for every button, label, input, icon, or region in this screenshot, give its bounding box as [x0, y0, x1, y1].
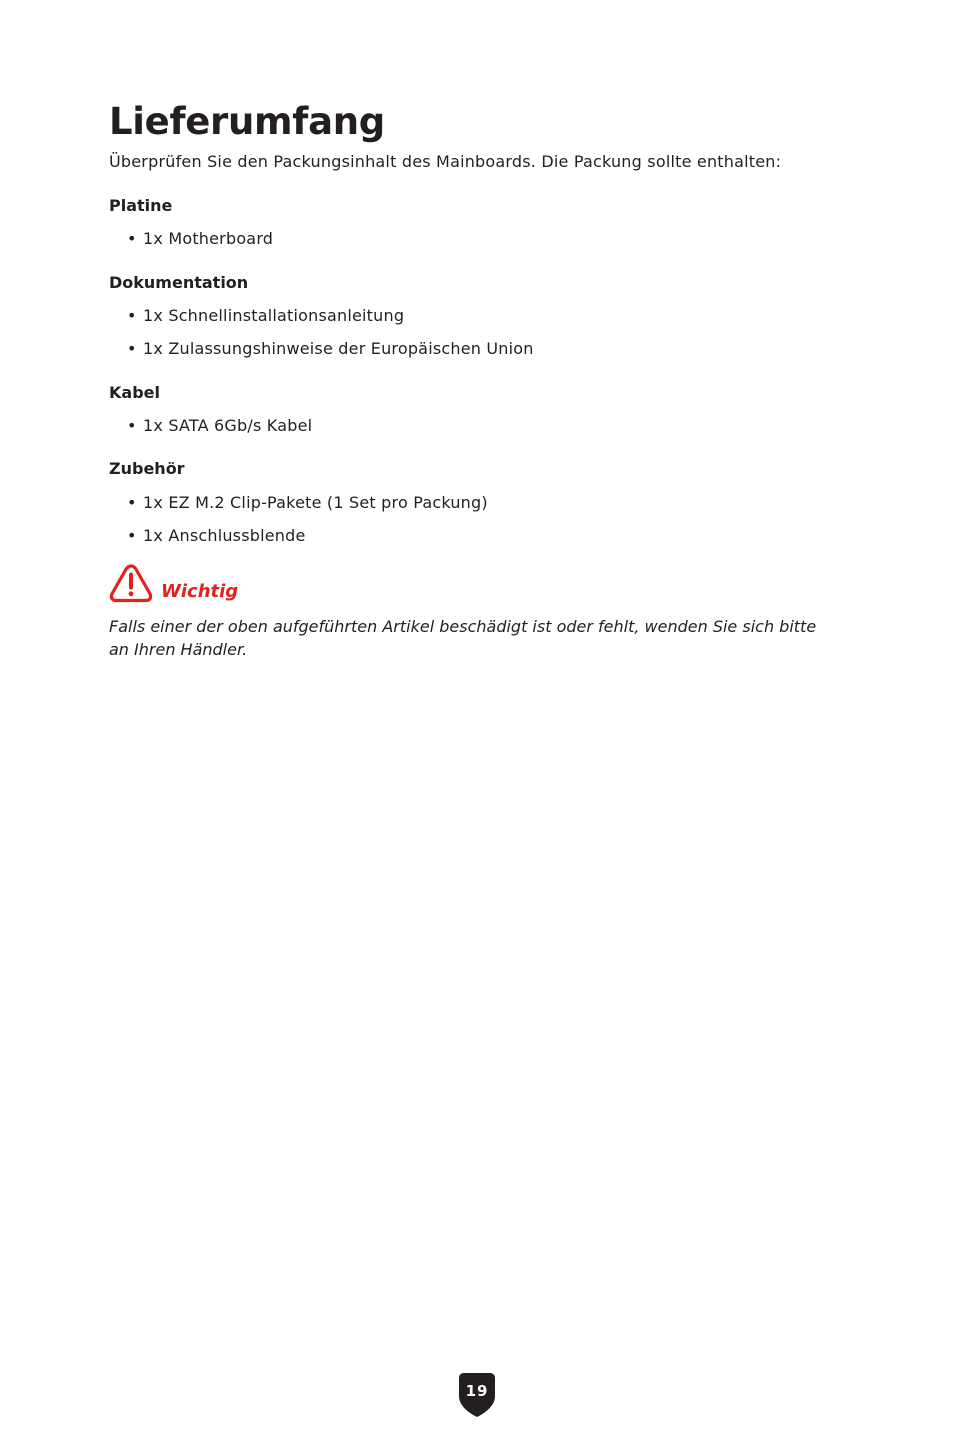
bullet-icon: • — [127, 526, 137, 545]
note-text: Falls einer der oben aufgeführten Artikel beschädigt ist oder fehlt, wenden Sie sich bitte an Ihren Händler. — [109, 617, 817, 659]
list-item — [127, 338, 534, 360]
page-title: Lieferumfang — [109, 100, 385, 143]
list-item — [127, 525, 306, 547]
list-item — [127, 415, 312, 437]
bullet-icon: • — [127, 229, 137, 248]
section-heading-zubehoer: Zubehör — [109, 459, 185, 478]
list-item — [127, 228, 273, 250]
bullet-icon: • — [127, 416, 137, 435]
section-heading-platine: Platine — [109, 196, 173, 215]
list-item-text: 1x Anschlussblende — [143, 526, 306, 545]
section-heading-dokumentation: Dokumentation — [109, 273, 249, 292]
intro-text: Überprüfen Sie den Packungsinhalt des Mainboards. Die Packung sollte enthalten: — [109, 152, 782, 171]
bullet-icon: • — [127, 339, 137, 358]
list-item — [127, 305, 404, 327]
list-item-text: 1x Schnellinstallationsanleitung — [143, 306, 405, 325]
bullet-icon: • — [127, 306, 137, 325]
bullet-icon: • — [127, 493, 137, 512]
list-item-text: 1x Motherboard — [143, 229, 274, 248]
section-heading-kabel: Kabel — [109, 383, 160, 402]
note-title: Wichtig — [161, 581, 239, 602]
list-item-text: 1x SATA 6Gb/s Kabel — [143, 416, 313, 435]
list-item — [127, 492, 488, 514]
page-number: 19 — [465, 1382, 489, 1400]
list-item-text: 1x Zulassungshinweise der Europäischen Union — [143, 339, 534, 358]
warning-icon — [109, 563, 153, 603]
list-item-text: 1x EZ M.2 Clip-Pakete (1 Set pro Packung) — [143, 493, 488, 512]
